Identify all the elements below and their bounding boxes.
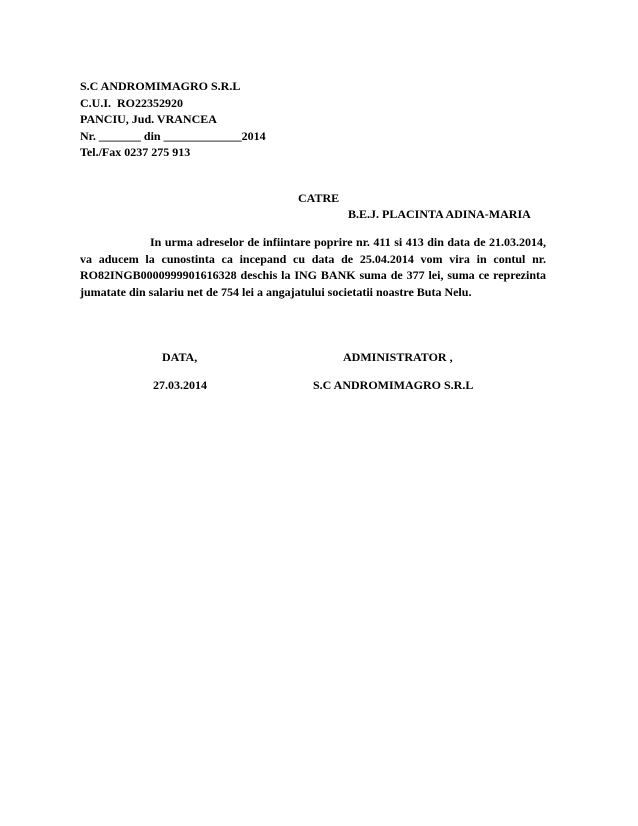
date-label: DATA, xyxy=(162,350,198,364)
sender-header xyxy=(80,78,266,161)
administrator-company: S.C ANDROMIMAGRO S.R.L xyxy=(313,378,474,392)
company-name: S.C ANDROMIMAGRO S.R.L xyxy=(80,79,241,93)
administrator-label: ADMINISTRATOR , xyxy=(343,350,453,364)
company-tel-fax: Tel./Fax 0237 275 913 xyxy=(80,145,191,159)
company-cui: C.U.I. RO22352920 xyxy=(80,95,184,110)
addressee-name: B.E.J. PLACINTA ADINA-MARIA xyxy=(348,207,531,221)
registration-number-line: Nr. _______ din _____________2014 xyxy=(80,128,266,143)
addressee-label: CATRE xyxy=(298,191,340,205)
letter-body: In urma adreselor de infiintare poprire nr. 411 si 413 din data de 21.03.2014, va aducem la cunostinta ca incepand cu data de 25.04.2014 vom vira in contul nr. RO82INGB0000999901616328 deschis la ING BANK suma de 377 lei, suma ce reprezinta jumatate din salariu net de 754 lei a angajatului societatii noastre Buta Nelu. xyxy=(80,235,546,299)
date-value: 27.03.2014 xyxy=(153,378,207,392)
company-address: PANCIU, Jud. VRANCEA xyxy=(80,112,217,126)
